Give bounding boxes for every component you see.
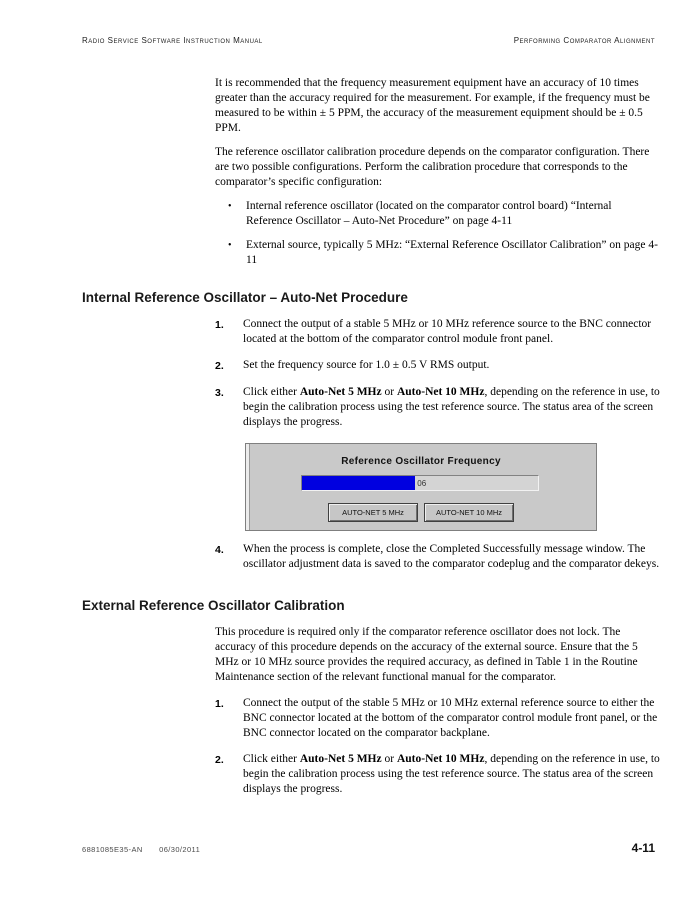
bullet-icon: • [228,201,232,212]
footer-doc-number: 6881085E35-AN [82,845,143,854]
bullet-icon: • [228,240,232,251]
procedure-step [215,696,660,741]
step-text-segment: or [381,386,397,398]
auto-net-5mhz-button: AUTO-NET 5 MHz [328,503,418,522]
procedure-step [215,752,660,797]
bullet-text-internal: Internal reference oscillator (located on the comparator control board) “Internal Reference Oscillator – Auto-Net Procedure” on page 4-11 [246,200,612,227]
header-manual-title: Radio Service Software Instruction Manual [82,36,263,45]
procedure-step [215,317,660,347]
step-number: 2. [215,360,224,372]
step-text-segment: or [381,753,397,765]
embedded-screenshot [245,443,597,531]
screenshot-button-row [246,503,596,522]
step-text-segment-bold: Auto-Net 5 MHz [299,386,382,398]
procedure-step [215,358,660,374]
step-text-segment-bold: Auto-Net 10 MHz [396,753,485,765]
step-text: Connect the output of the stable 5 MHz or 10 MHz external reference source to either the BNC connector located at the bottom of the comparator control module front panel, or the BNC connector located on the comparator backplane. [243,697,658,739]
step-number: 3. [215,387,224,399]
step-text-segment: , depending on the reference in use, to begin the calibration process using the test reference source. The status area of the screen displays the progress. [243,386,660,428]
page-footer [82,841,655,855]
progress-fill [302,476,415,490]
auto-net-10mhz-button: AUTO-NET 10 MHz [424,503,514,522]
footer-page-number: 4-11 [631,841,655,855]
section-title-external: External Reference Oscillator Calibration [82,598,345,613]
external-intro-paragraph: This procedure is required only if the comparator reference oscillator does not lock. The accuracy of this procedure depends on the accuracy of the external source. Ensure that the 5 MHz or 10 MHz source provides the required accuracy, as defined in Table 1 in the Routine Maintenance section of the relevant functional manual for the comparator. [215,626,638,683]
page-header [82,36,655,45]
header-chapter-title: Performing Comparator Alignment [513,36,655,45]
bullet-text-external: External source, typically 5 MHz: “External Reference Oscillator Calibration” on page 4-11 [246,239,658,266]
step-text-segment-bold: Auto-Net 10 MHz [396,386,485,398]
page-body [82,76,660,797]
step-number: 2. [215,754,224,766]
list-item [228,199,660,229]
procedure-step [215,542,660,572]
step-text: Set the frequency source for 1.0 ± 0.5 V RMS output. [243,359,490,371]
step-text-segment: Click either [243,386,300,398]
procedure-step [215,385,660,430]
screenshot-title: Reference Oscillator Frequency [341,456,501,467]
step-text-segment-bold: Auto-Net 5 MHz [299,753,382,765]
footer-document-info [82,845,214,854]
footer-date: 06/30/2011 [159,845,201,854]
step-number: 1. [215,319,224,331]
section-title-internal: Internal Reference Oscillator – Auto-Net Procedure [82,290,408,305]
step-number: 1. [215,698,224,710]
step-number: 4. [215,544,224,556]
step-text-segment: Click either [243,753,300,765]
intro-paragraph-2: The reference oscillator calibration procedure depends on the comparator configuration. There are two possible configurations. Perform the calibration procedure that corresponds to the comparator’s specific configuration: [215,146,650,188]
step-text: When the process is complete, close the Completed Successfully message window. The oscillator adjustment data is saved to the comparator codeplug and the comparator dekeys. [243,543,660,570]
progress-bar [301,475,539,491]
step-text [243,752,660,797]
intro-paragraph-1: It is recommended that the frequency measurement equipment have an accuracy of 10 times greater than the accuracy required for the measurement. For example, if the frequency must be measured to be within ± 5 PPM, the accuracy of the measurement equipment should be ± 0.5 PPM. [215,77,650,134]
step-text-segment: , depending on the reference in use, to begin the calibration process using the test reference source. The status area of the screen displays the progress. [243,753,660,795]
progress-value: 06 [417,478,427,488]
step-text: Connect the output of a stable 5 MHz or 10 MHz reference source to the BNC connector located at the bottom of the comparator control module front panel. [243,318,652,345]
list-item [228,238,660,268]
step-text [243,385,660,430]
